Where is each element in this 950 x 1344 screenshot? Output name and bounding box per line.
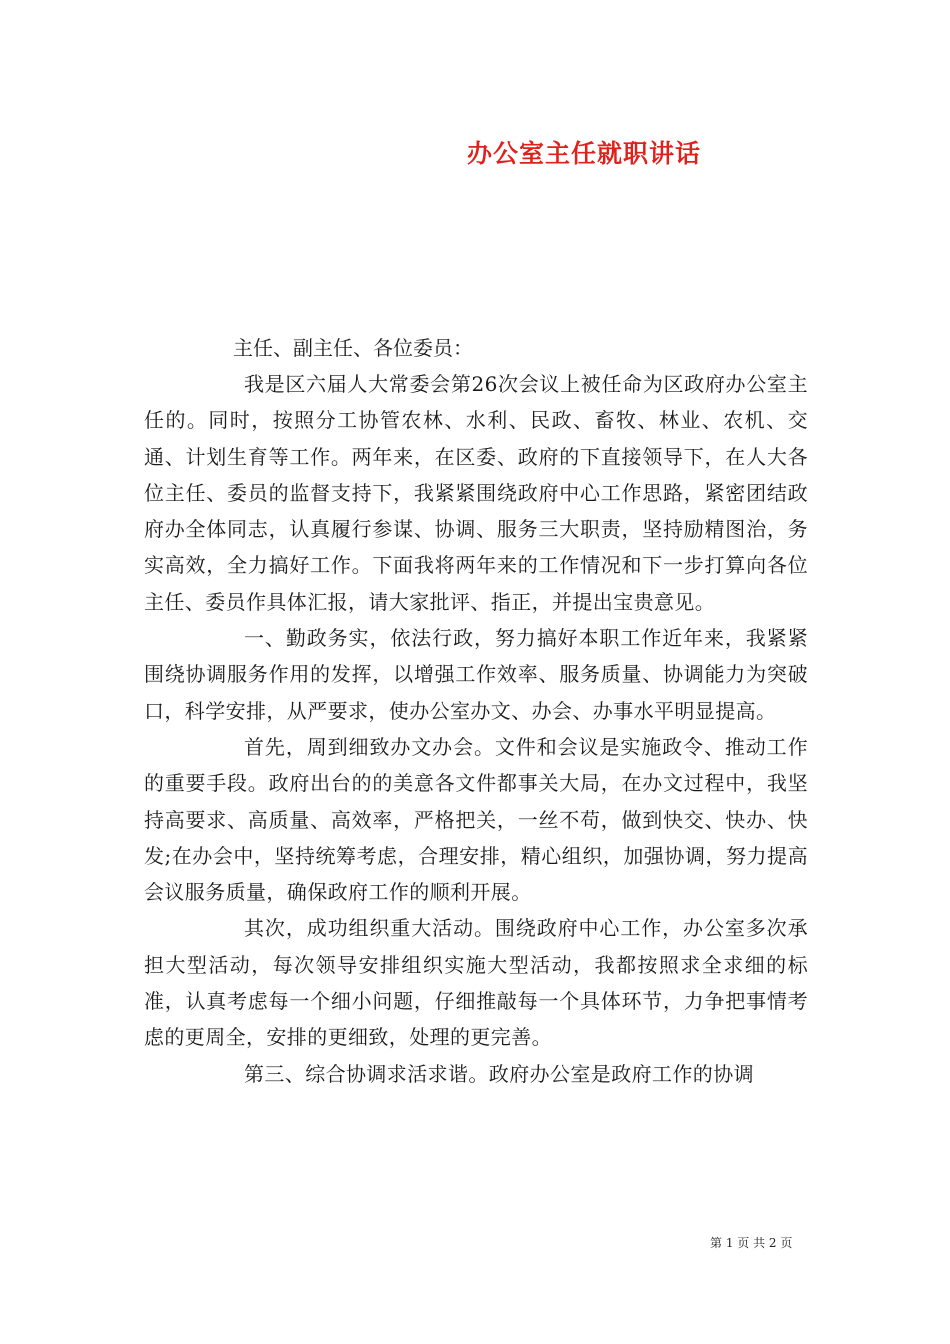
paragraph: 其次，成功组织重大活动。围绕政府中心工作，办公室多次承担大型活动，每次领导安排组织实施大型活动，我都按照求全求细的标准，认真考虑每一个细小问题，仔细推敲每一个具体环节，力争把事情考虑的更周全，安排的更细致，处理的更完善。 [144, 916, 808, 1050]
paragraph: 第三、综合协调求活求谐。政府办公室是政府工作的协调 [244, 1061, 754, 1086]
salutation: 主任、副主任、各位委员： [233, 336, 473, 360]
document-body [144, 366, 808, 1092]
page-number: 第 1 页 共 2 页 [710, 1236, 793, 1250]
paragraph: 首先，周到细致办文办会。文件和会议是实施政令、推动工作的重要手段。政府出台的的美意各文件都事关大局，在办文过程中，我坚持高要求、高质量、高效率，严格把关，一丝不苟，做到快交、快办、快发;在办会中，坚持统筹考虑，合理安排，精心组织，加强协调，努力提高会议服务质量，确保政府工作的顺利开展。 [144, 734, 808, 905]
paragraph: 我是区六届人大常委会第26次会议上被任命为区政府办公室主任的。同时，按照分工协管农林、水利、民政、畜牧、林业、农机、交通、计划生育等工作。两年来，在区委、政府的下直接领导下，在人大各位主任、委员的监督支持下，我紧紧围绕政府中心工作思路，紧密团结政府办全体同志，认真履行参谋、协调、服务三大职责，坚持励精图治，务实高效，全力搞好工作。下面我将两年来的工作情况和下一步打算向各位主任、委员作具体汇报，请大家批评、指正，并提出宝贵意见。 [144, 372, 808, 614]
paragraph: 一、勤政务实，依法行政，努力搞好本职工作近年来，我紧紧围绕协调服务作用的发挥，以增强工作效率、服务质量、协调能力为突破口，科学安排，从严要求，使办公室办文、办会、办事水平明显提高。 [144, 626, 808, 723]
page-title: 办公室主任就职讲话 [466, 139, 701, 168]
